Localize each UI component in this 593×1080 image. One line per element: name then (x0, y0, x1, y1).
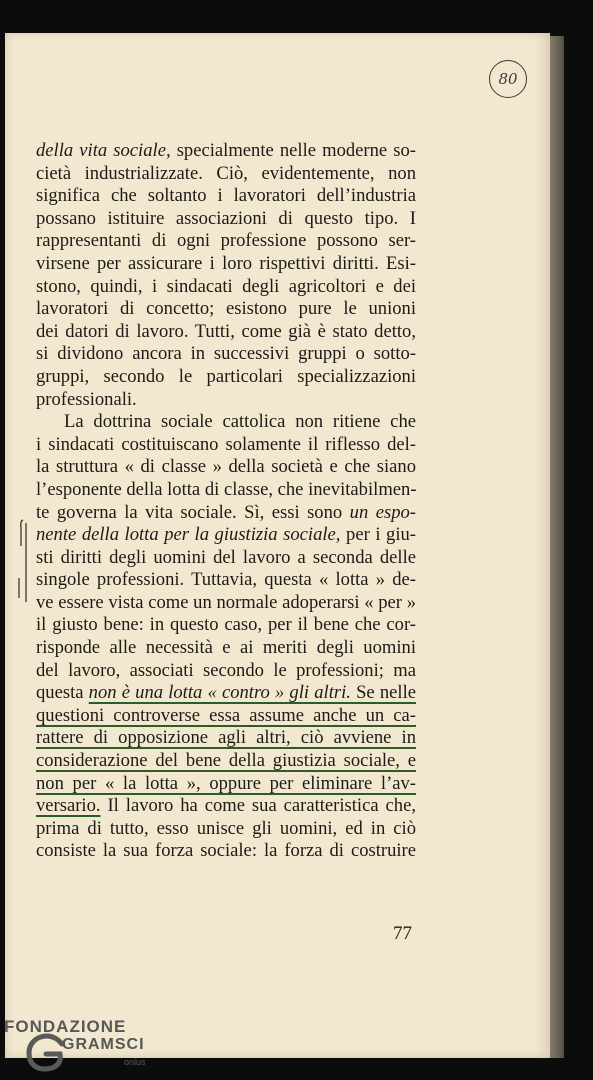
text-line: il giusto bene: in questo caso, per il bene che cor- (36, 614, 416, 636)
text-line (36, 682, 416, 705)
text-line: significa che soltanto i lavoratori dell’industria (36, 185, 416, 207)
text-line: del lavoro, associati secondo le professioni; ma (36, 659, 416, 681)
text-line: i sindacati costituiscano solamente il riflesso del- (36, 433, 416, 455)
text-span: te governa la vita sociale. Sì, essi sono (36, 501, 350, 523)
underlined-text-line: non per « la lotta », oppure per eliminare l’av- (36, 772, 416, 794)
fondazione-gramsci-watermark (4, 1014, 154, 1076)
text-span: specialmente nelle moderne so- (170, 140, 416, 161)
text-line: singole professioni. Tuttavia, questa « lotta » de- (36, 569, 416, 591)
text-line: risponde alle necessità e ai meriti degli uomini (36, 637, 416, 659)
logo-line1: FONDAZIONE (4, 1017, 127, 1036)
text-line: stono, quindi, i sindacati degli agricoltori e dei (36, 275, 416, 297)
text-line: possano istituire associazioni di questo tipo. I (36, 207, 416, 229)
text-line: La dottrina sociale cattolica non ritiene che (64, 411, 416, 433)
text-line: rappresentanti di ogni professione possono ser- (36, 230, 416, 252)
text-line (36, 502, 416, 525)
text-line: lavoratori di concetto; esistono pure le unioni (36, 298, 416, 320)
text-line: la struttura « di classe » della società e che siano (36, 456, 416, 478)
text-line: consiste la sua forza sociale: la forza di costruire (36, 840, 416, 862)
text-span: Il lavoro ha come sua caratteristica che, (100, 795, 416, 817)
text-line: cietà industrializzate. Ciò, evidentemente, non (36, 162, 416, 184)
text-line: si dividono ancora in successivi gruppi o sotto- (36, 343, 416, 365)
underlined-text: Se nelle (350, 682, 416, 704)
page-number: 77 (393, 923, 412, 944)
text-line (36, 795, 416, 818)
handwritten-folio-number (489, 60, 527, 98)
folio-number-text: 80 (498, 70, 518, 88)
underlined-text-line: rattere di opposizione agli altri, ciò avviene in (36, 727, 416, 749)
text-line: sti diritti degli uomini del lavoro a seconda delle (36, 546, 416, 568)
text-line: professionali. (36, 388, 137, 410)
underlined-italic-phrase: non è una lotta « contro » gli altri. (88, 682, 351, 704)
text-line: l’esponente della lotta di classe, che inevitabilmen- (36, 478, 417, 500)
text-line (36, 524, 416, 547)
underlined-text-line: considerazione del bene della giustizia sociale, e (36, 750, 416, 772)
italic-phrase: un espo- (349, 501, 416, 523)
logo-line2: GRAMSCI (62, 1036, 145, 1053)
text-span: per i giu- (340, 524, 416, 546)
margin-bracket-mark (16, 518, 30, 602)
text-line (36, 140, 416, 163)
text-line: ve essere vista come un normale adoperarsi « per » (36, 591, 416, 613)
body-text (36, 140, 416, 863)
underlined-text-line: questioni controverse essa assume anche un ca- (36, 704, 416, 726)
underlined-text: versario. (36, 795, 101, 817)
text-line: gruppi, secondo le particolari specializzazioni (36, 365, 416, 387)
italic-phrase: nente della lotta per la giustizia sociale, (36, 524, 341, 546)
italic-phrase: della vita sociale, (36, 140, 171, 161)
logo-suffix: onlus (124, 1057, 146, 1067)
text-span: questa (36, 682, 89, 704)
text-line: dei datori di lavoro. Tutti, come già è stato detto, (36, 320, 416, 342)
text-line: virsene per assicurare i loro rispettivi diritti. Esi- (36, 252, 416, 274)
text-line: prima di tutto, esso unisce gli uomini, ed in ciò (36, 817, 416, 839)
